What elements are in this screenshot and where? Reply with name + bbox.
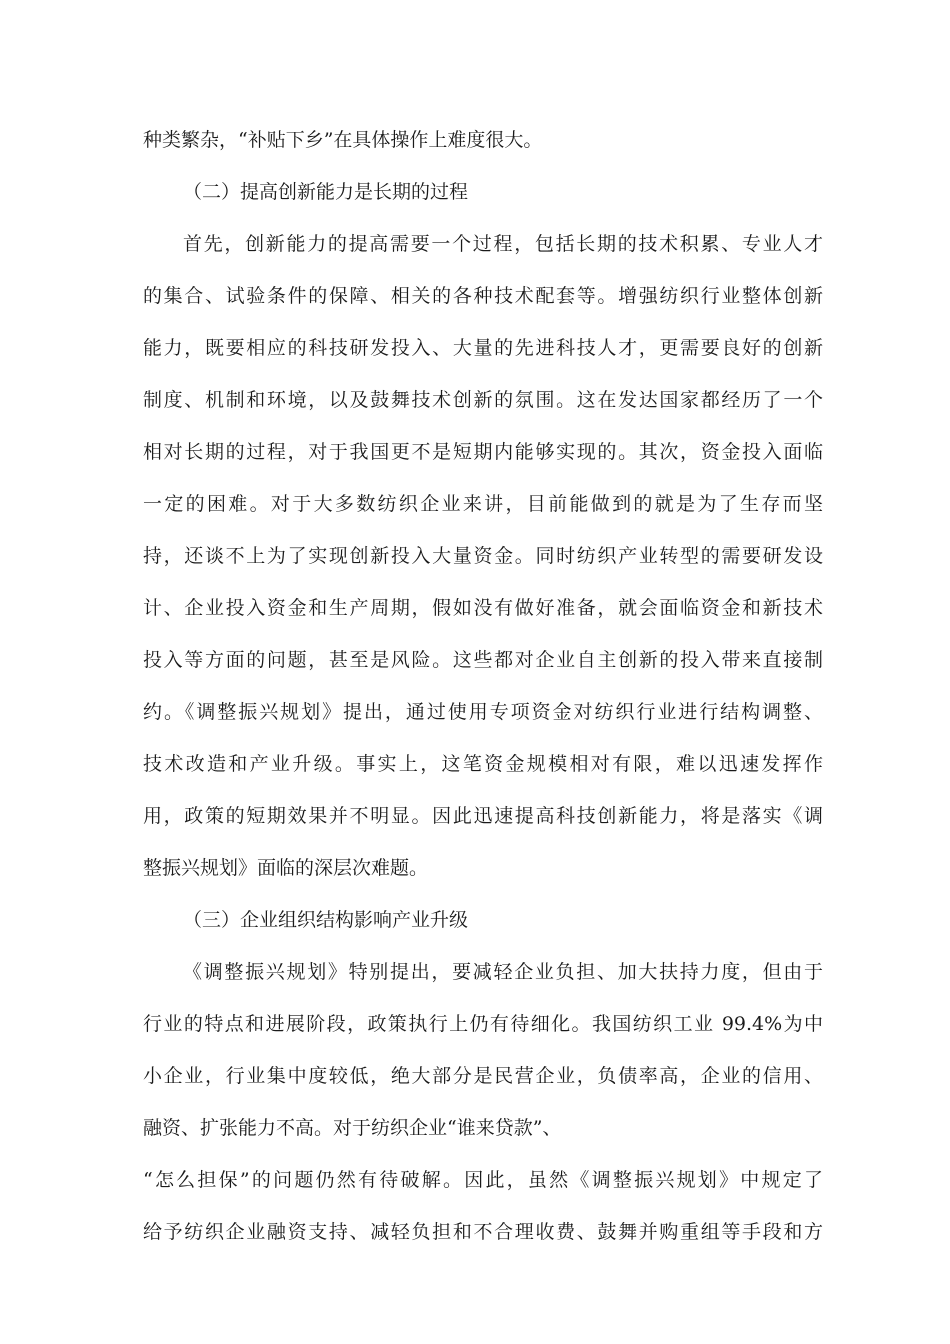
paragraph-line: 小企业，行业集中度较低，绝大部分是民营企业，负债率高，企业的信用、: [143, 1065, 823, 1087]
paragraph-line: 用，政策的短期效果并不明显。因此迅速提高科技创新能力，将是落实《调: [143, 805, 823, 827]
paragraph-line: 相对长期的过程，对于我国更不是短期内能够实现的。其次，资金投入面临: [143, 441, 823, 463]
section-heading: （三）企业组织结构影响产业升级: [183, 909, 469, 931]
paragraph-line: 首先，创新能力的提高需要一个过程，包括长期的技术积累、专业人才: [183, 233, 823, 255]
paragraph-line: 计、企业投入资金和生产周期，假如没有做好准备，就会面临资金和新技术: [143, 597, 823, 619]
paragraph-line: 制度、机制和环境，以及鼓舞技术创新的氛围。这在发达国家都经历了一个: [143, 389, 823, 411]
paragraph-line: 融资、扩张能力不高。对于纺织企业“谁来贷款”、: [143, 1117, 562, 1139]
paragraph-line: 持，还谈不上为了实现创新投入大量资金。同时纺织产业转型的需要研发设: [143, 545, 823, 567]
paragraph-line: 整振兴规划》面临的深层次难题。: [143, 857, 429, 879]
paragraph-line: 的集合、试验条件的保障、相关的各种技术配套等。增强纺织行业整体创新: [143, 285, 823, 307]
paragraph-line: 能力，既要相应的科技研发投入、大量的先进科技人才，更需要良好的创新: [143, 337, 823, 359]
paragraph-line: 投入等方面的问题，甚至是风险。这些都对企业自主创新的投入带来直接制: [143, 649, 823, 671]
section-heading: （二）提高创新能力是长期的过程: [183, 181, 469, 203]
paragraph-line: 技术改造和产业升级。事实上，这笔资金规模相对有限，难以迅速发挥作: [143, 753, 823, 775]
paragraph-line: 行业的特点和进展阶段，政策执行上仍有待细化。我国纺织工业 99.4%为中: [143, 1013, 823, 1035]
paragraph-line: 一定的困难。对于大多数纺织企业来讲，目前能做到的就是为了生存而坚: [143, 493, 823, 515]
paragraph-line: 给予纺织企业融资支持、减轻负担和不合理收费、鼓舞并购重组等手段和方: [143, 1221, 823, 1243]
paragraph-line: 种类繁杂，“补贴下乡”在具体操作上难度很大。: [143, 129, 543, 151]
paragraph-line: 约。《调整振兴规划》提出，通过使用专项资金对纺织行业进行结构调整、: [143, 701, 823, 723]
paragraph-line: “怎么担保”的问题仍然有待破解。因此，虽然《调整振兴规划》中规定了: [143, 1169, 823, 1191]
paragraph-line: 《调整振兴规划》特别提出，要减轻企业负担、加大扶持力度，但由于: [183, 961, 823, 983]
